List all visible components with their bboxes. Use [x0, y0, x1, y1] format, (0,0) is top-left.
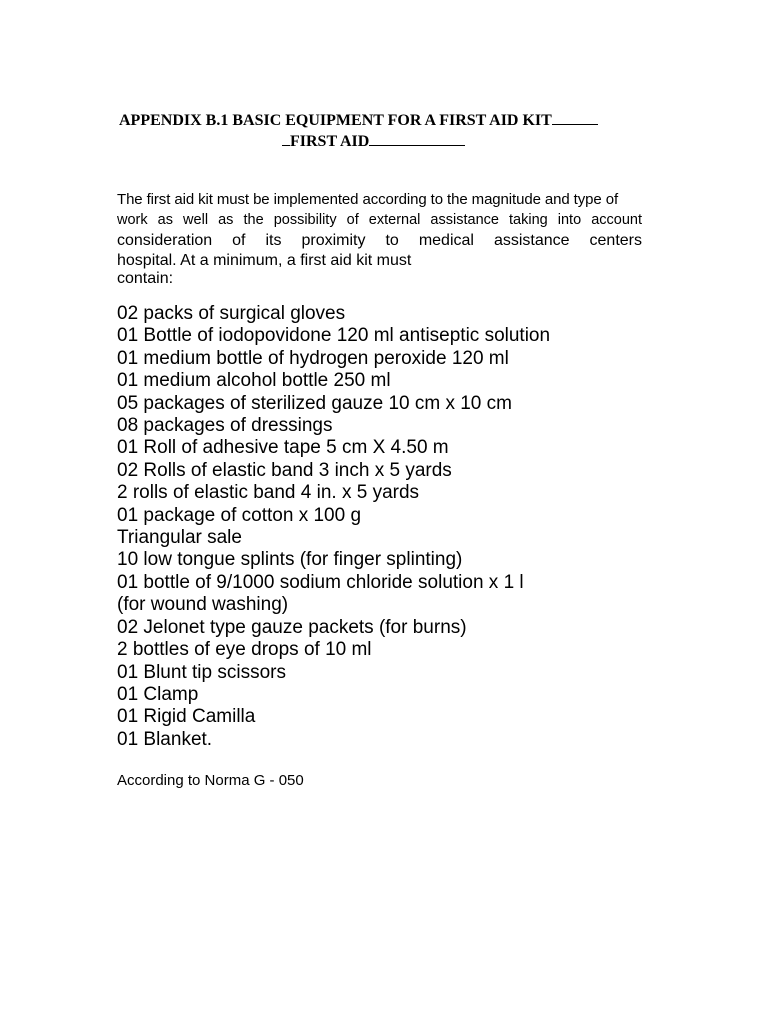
intro-paragraph — [117, 190, 655, 288]
list-item: Triangular sale — [117, 527, 242, 549]
intro-line: consideration of its proximity to medical assistance centers — [117, 232, 642, 249]
list-item: 01 Bottle of iodopovidone 120 ml antiseptic solution — [117, 325, 551, 347]
intro-line: contain: — [117, 270, 174, 287]
subtitle-underline — [369, 131, 465, 146]
list-item: 2 rolls of elastic band 4 in. x 5 yards — [117, 482, 420, 504]
list-item: 01 Rigid Camilla — [117, 706, 256, 728]
list-item: 02 Rolls of elastic band 3 inch x 5 yards — [117, 459, 452, 481]
footer-reference: According to Norma G - 050 — [117, 772, 304, 789]
list-item: 05 packages of sterilized gauze 10 cm x 10 cm — [117, 392, 512, 414]
list-item: 01 medium alcohol bottle 250 ml — [117, 370, 391, 392]
list-item: 01 package of cotton x 100 g — [117, 504, 362, 526]
intro-line: The first aid kit must be implemented according to the magnitude and type of — [117, 191, 619, 208]
appendix-title — [119, 110, 679, 131]
intro-line: work as well as the possibility of external assistance taking into account — [117, 212, 642, 228]
list-item: 01 Blunt tip scissors — [117, 661, 286, 683]
section-subtitle-text: FIRST AID — [290, 133, 370, 150]
subtitle-underline-lead — [282, 131, 290, 146]
list-item: 01 bottle of 9/1000 sodium chloride solution x 1 l — [117, 571, 524, 593]
list-item: 01 medium bottle of hydrogen peroxide 120 ml — [117, 347, 509, 369]
intro-line: hospital. At a minimum, a first aid kit must — [117, 252, 412, 269]
title-underline — [552, 110, 598, 125]
list-item: 2 bottles of eye drops of 10 ml — [117, 639, 372, 661]
equipment-list — [117, 303, 717, 751]
appendix-title-text: APPENDIX B.1 BASIC EQUIPMENT FOR A FIRST AID KIT — [119, 112, 552, 129]
section-subtitle — [282, 131, 465, 152]
list-item: 01 Roll of adhesive tape 5 cm X 4.50 m — [117, 437, 449, 459]
list-item: 01 Clamp — [117, 683, 199, 705]
list-item: 08 packages of dressings — [117, 415, 333, 437]
list-item: 02 packs of surgical gloves — [117, 303, 346, 324]
list-item: 10 low tongue splints (for finger splinting) — [117, 549, 463, 571]
list-item: 02 Jelonet type gauze packets (for burns) — [117, 616, 467, 638]
list-item: (for wound washing) — [117, 594, 289, 616]
list-item: 01 Blanket. — [117, 728, 213, 750]
